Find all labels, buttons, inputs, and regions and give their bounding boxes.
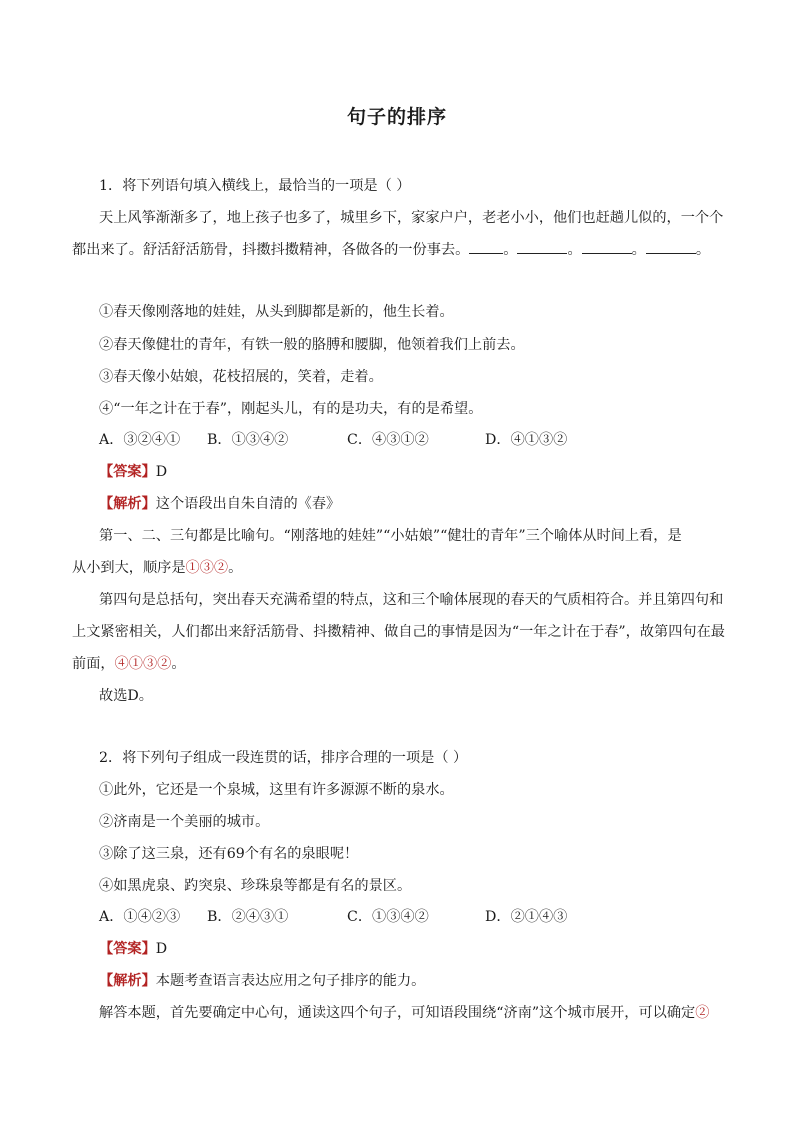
highlight-order: ②	[695, 1005, 710, 1021]
q1-analysis-line-4: 上文紧密相关，人们都出来舒活筋骨、抖擞精神、做自己的事情是因为“一年之计在于春”，故第四句在最	[72, 624, 725, 640]
blank-4	[646, 241, 696, 254]
q2-analysis-heading	[99, 971, 724, 991]
page-title: 句子的排序	[346, 106, 447, 128]
q1-passage-text: 都出来了。舒活舒活筋骨，抖擞抖擞精神，各做各的一份事去。	[72, 242, 470, 258]
blank-1	[469, 241, 503, 254]
answer-tag: 【答案】	[99, 464, 156, 480]
q2-sentence-4: ④如黑虎泉、趵突泉、珍珠泉等都是有名的景区。	[99, 878, 412, 894]
q2-sentence-3: ③除了这三泉，还有69个有名的泉眼呢！	[99, 846, 359, 862]
analysis-tag: 【解析】	[99, 973, 156, 989]
q1-option-c: C．④③①②	[347, 432, 429, 448]
q2-option-d: D．②①④③	[485, 909, 568, 925]
analysis-text: 解答本题，首先要确定中心句，通读这四个句子，可知语段围绕“济南”这个城市展开，可以确定	[99, 1005, 696, 1021]
q1-option-b: B．①③④②	[207, 432, 289, 448]
q1-sentence-4: ④“一年之计在于春”，刚起头儿，有的是功夫，有的是希望。	[99, 401, 483, 417]
q1-analysis-heading	[99, 494, 724, 514]
q1-option-a: A．③②④①	[99, 432, 181, 448]
q1-sentence-1: ①春天像刚落地的娃娃，从头到脚都是新的，他生长着。	[99, 304, 454, 320]
analysis-text: 。	[171, 656, 186, 672]
q1-analysis-line-2	[72, 558, 724, 578]
blank-2	[517, 241, 567, 254]
analysis-tag: 【解析】	[99, 496, 156, 512]
highlight-order: ①③②	[185, 560, 229, 576]
q2-analysis-line-1	[99, 1003, 724, 1023]
q2-sentence-1: ①此外，它还是一个泉城，这里有许多源源不断的泉水。	[99, 782, 454, 798]
answer-value: D	[155, 941, 168, 957]
q1-analysis-line-3: 第四句是总括句，突出春天充满希望的特点，这和三个喻体展现的春天的气质相符合。并且第四句和	[99, 592, 724, 608]
q1-passage-line-2: 都出来了。舒活舒活筋骨，抖擞抖擞精神，各做各的一份事去。 。 。 。 。	[72, 242, 711, 258]
q1-passage-line-1: 天上风筝渐渐多了，地上孩子也多了，城里乡下，家家户户，老老小小，他们也赶趟儿似的，一个个	[99, 210, 724, 226]
q1-analysis-line-1: 第一、二、三句都是比喻句。“刚落地的娃娃”“小姑娘”“健壮的青年”三个喻体从时间上看，是	[99, 528, 682, 544]
analysis-intro: 这个语段出自朱自清的《春》	[155, 496, 341, 512]
analysis-text: 从小到大，顺序是	[72, 560, 186, 576]
analysis-text: 前面，	[72, 656, 115, 672]
question-1-stem: 1．将下列语句填入横线上，最恰当的一项是（ ）	[99, 178, 411, 194]
q1-conclusion: 故选D。	[99, 688, 153, 704]
q1-sentence-3: ③春天像小姑娘，花枝招展的，笑着，走着。	[99, 369, 383, 385]
highlight-order: ④①③②	[114, 656, 172, 672]
q2-option-b: B．②④③①	[207, 909, 289, 925]
q2-option-a: A．①④②③	[99, 909, 181, 925]
blank-3	[582, 241, 632, 254]
question-2-stem: 2．将下列句子组成一段连贯的话，排序合理的一项是（ ）	[99, 750, 468, 766]
q1-option-d: D．④①③②	[485, 432, 568, 448]
answer-tag: 【答案】	[99, 941, 156, 957]
answer-value: D	[155, 464, 168, 480]
q1-sentence-2: ②春天像健壮的青年，有铁一般的胳膊和腰脚，他领着我们上前去。	[99, 337, 525, 353]
q2-answer	[99, 939, 724, 959]
analysis-text: 。	[228, 560, 243, 576]
q1-analysis-line-5	[72, 654, 724, 674]
q2-sentence-2: ②济南是一个美丽的城市。	[99, 814, 270, 830]
analysis-intro: 本题考查语言表达应用之句子排序的能力。	[155, 973, 426, 989]
q2-option-c: C．①③④②	[347, 909, 429, 925]
q1-answer	[99, 462, 724, 482]
